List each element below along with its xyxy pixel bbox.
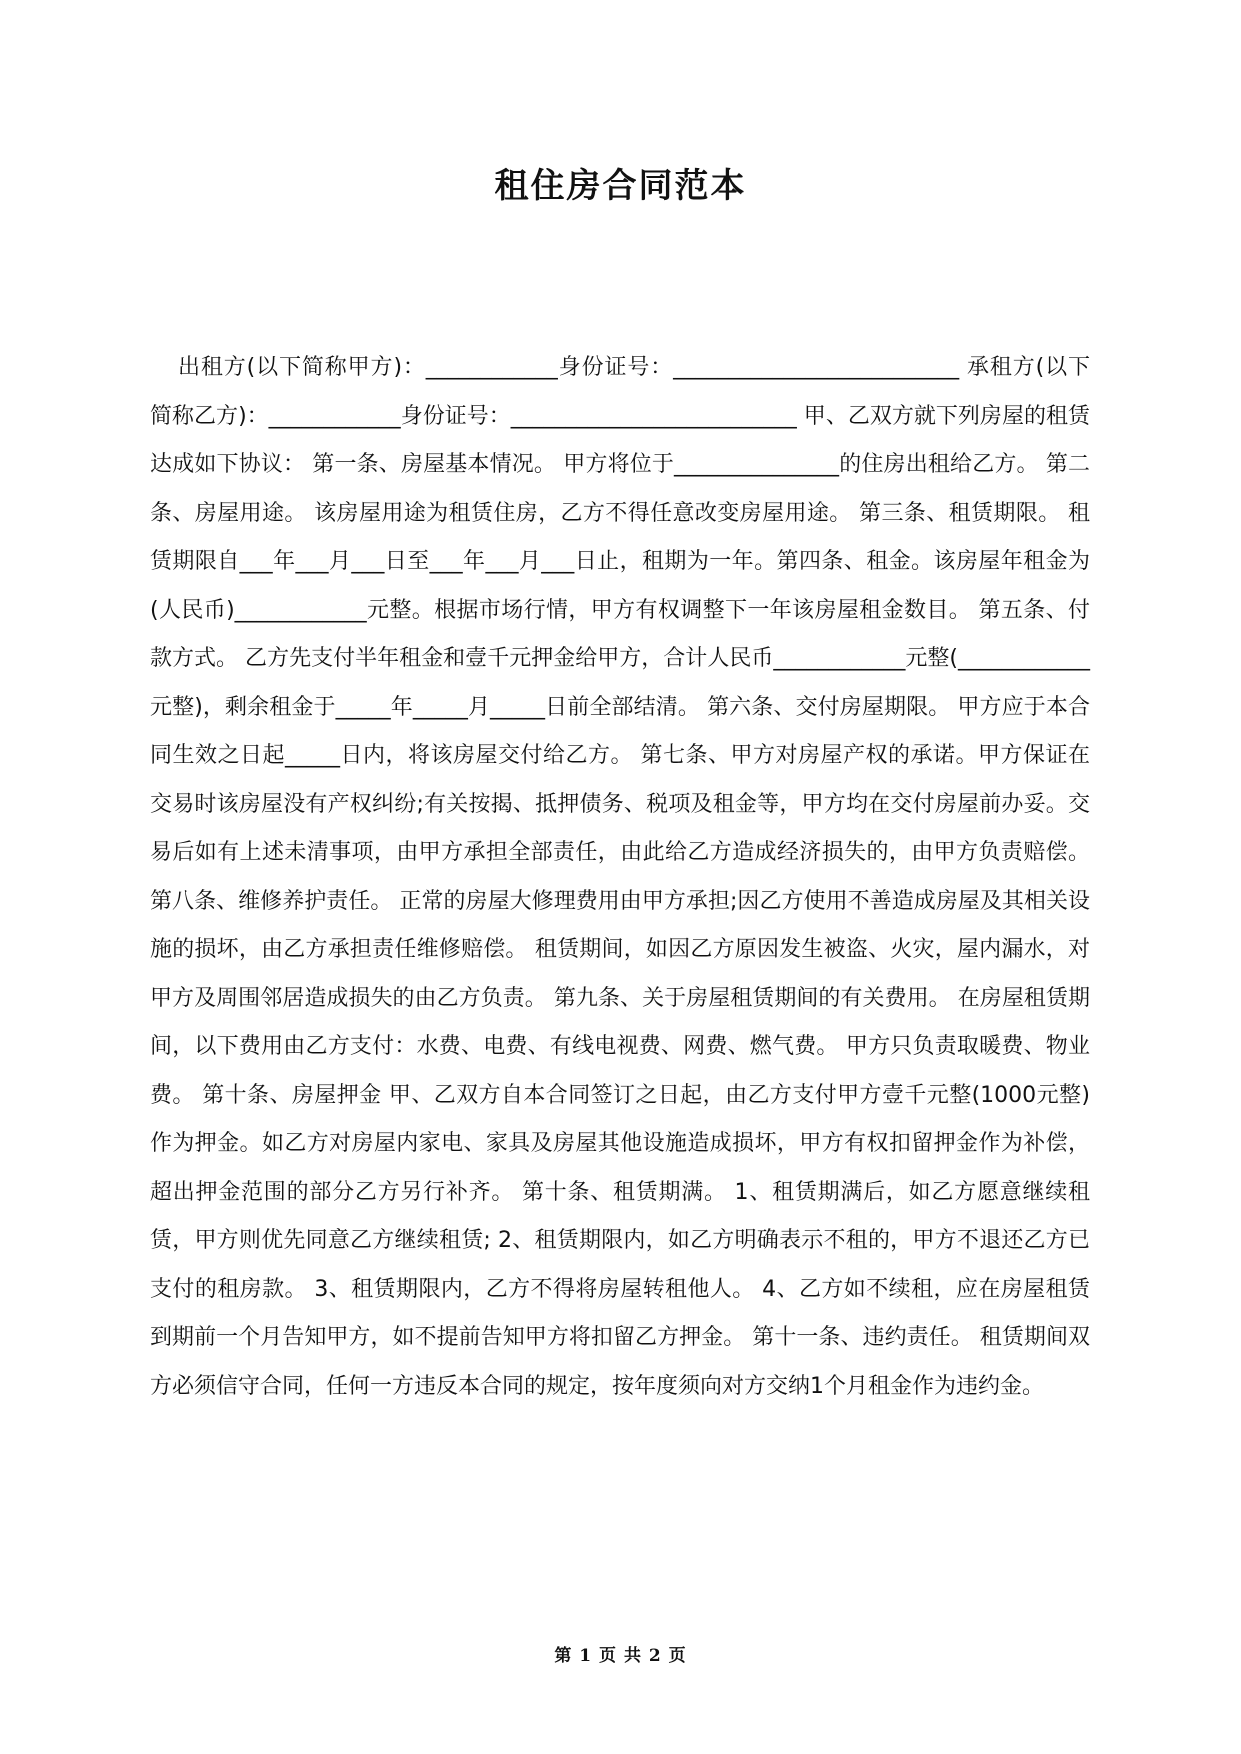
document-title: 租住房合同范本 <box>494 166 747 206</box>
page-number: 第 1 页 共 2 页 <box>554 1646 687 1666</box>
contract-body: 出租方(以下简称甲方)：____________身份证号：__________________________ 承租方(以下简称乙方)：____________身份证号：__________________________ 甲、乙双方就下列房屋的租赁达成如下协议： 第一条、房屋基本情况。 甲方将位于_______________的住房出租给乙方。 第二条、房屋用途。 该房屋用途为租赁住房，乙方不得任意改变房屋用途。 第三条、租赁期限。 租赁期限自___年___月___日至___年___月___日止，租期为一年。第四条、租金。该房屋年租金为(人民币)____________元整。根据市场行情，甲方有权调整下一年该房屋租金数目。 第五条、付款方式。 乙方先支付半年租金和壹千元押金给甲方，合计人民币____________元整(____________元整)，剩余租金于_____年_____月_____日前全部结清。 第六条、交付房屋期限。 甲方应于本合同生效之日起_____日内，将该房屋交付给乙方。 第七条、甲方对房屋产权的承诺。甲方保证在交易时该房屋没有产权纠纷;有关按揭、抵押债务、税项及租金等，甲方均在交付房屋前办妥。交易后如有上述未清事项，由甲方承担全部责任，由此给乙方造成经济损失的，由甲方负责赔偿。 第八条、维修养护责任。 正常的房屋大修理费用由甲方承担;因乙方使用不善造成房屋及其相关设施的损坏，由乙方承担责任维修赔偿。 租赁期间，如因乙方原因发生被盗、火灾，屋内漏水，对甲方及周围邻居造成损失的由乙方负责。 第九条、关于房屋租赁期间的有关费用。 在房屋租赁期间，以下费用由乙方支付：水费、电费、有线电视费、网费、燃气费。 甲方只负责取暖费、物业费。 第十条、房屋押金 甲、乙双方自本合同签订之日起，由乙方支付甲方壹千元整(1000元整)作为押金。如乙方对房屋内家电、家具及房屋其他设施造成损坏，甲方有权扣留押金作为补偿，超出押金范围的部分乙方另行补齐。 第十条、租赁期满。 1、租赁期满后，如乙方愿意继续租赁，甲方则优先同意乙方继续租赁; 2、租赁期限内，如乙方明确表示不租的，甲方不退还乙方已支付的租房款。 3、租赁期限内，乙方不得将房屋转租他人。 4、乙方如不续租，应在房屋租赁到期前一个月告知甲方，如不提前告知甲方将扣留乙方押金。 第十一条、违约责任。 租赁期间双方必须信守合同，任何一方违反本合同的规定，按年度须向对方交纳1个月租金作为违约金。 <box>150 355 1090 1399</box>
